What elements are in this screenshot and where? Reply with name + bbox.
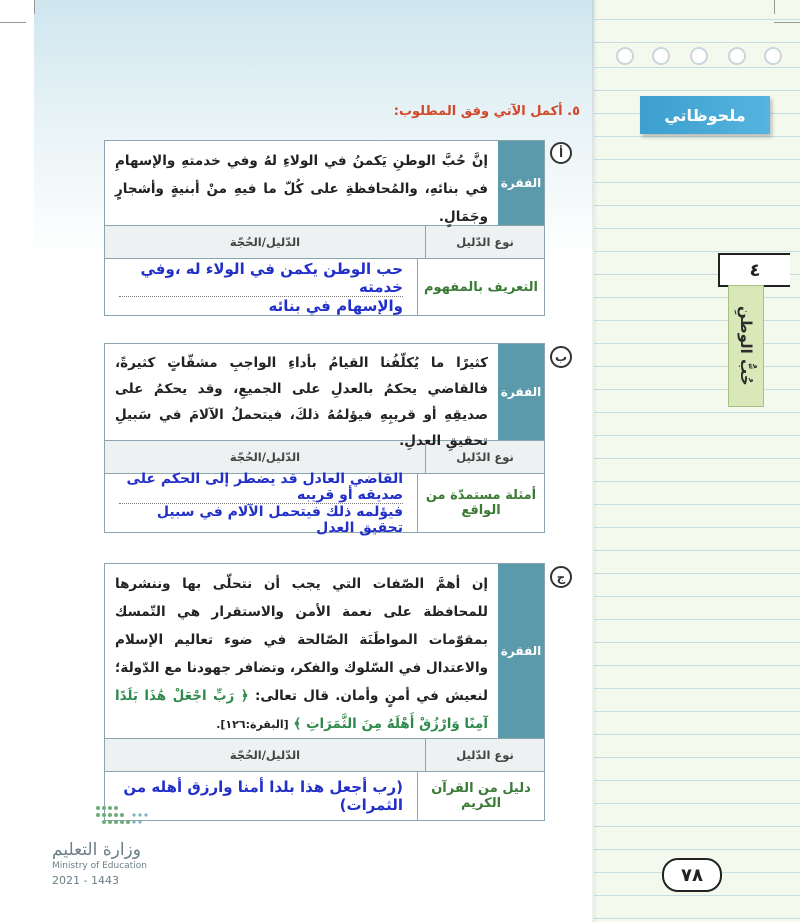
binder-hole [764,47,782,65]
card-c [104,563,545,821]
passage-text [105,564,498,738]
answer-line: (رب أجعل هذا بلدا أمنا وارزق أهله من الثمرات) [123,778,403,814]
type-header: نوع الدّليل [425,226,544,258]
passage-label: الفقرة [498,344,544,440]
crop-mark [774,22,800,23]
proof-header: الدّليل/الحُجّة [229,450,301,464]
unit-title-ribbon [728,285,764,407]
proof-header: الدّليل/الحُجّة [229,748,301,762]
quran-verse: ﴿ رَبِّ اجْعَلْ هَٰذَا بَلَدًا آمِنًا وَارْزُقْ أَهْلَهُ مِنَ الثَّمَرَاتِ ﴾ [115,688,488,732]
answer-line: حب الوطن يكمن في الولاء له ،وفي خدمته [119,260,403,297]
page-fold-shadow [592,0,598,922]
proof-header: الدّليل/الحُجّة [229,235,301,249]
answer-type: دليل من القرآن الكريم [417,772,544,820]
binder-hole [652,47,670,65]
answer-line: القاضي العادل قد يضطر إلى الحكم على صديقه أو قريبه [119,471,403,504]
verse-reference: [البقرة:١٢٦]. [216,718,289,731]
type-header: نوع الدّليل [425,739,544,771]
page-number: ٧٨ [662,858,722,892]
ministry-name-english: Ministry of Education [52,861,147,871]
card-a [104,140,545,316]
answer-type: أمثلة مستمدّة من الواقع [417,474,544,532]
card-letter-c: ج [550,566,572,588]
question-title: ٥. أكمل الآتي وفق المطلوب: [393,104,580,119]
ministry-logo-icon [92,802,152,828]
crop-mark [774,0,775,14]
type-header: نوع الدّليل [425,441,544,473]
notes-lined-page [594,0,800,922]
card-letter-a: أ [550,142,572,164]
answer-proof [105,470,417,536]
answer-line: فيؤلمه ذلك فيتحمل الآلام في سبيل تحقيق العدل [156,503,403,536]
answer-proof [105,259,417,315]
binder-hole [728,47,746,65]
edition-year: 2021 - 1443 [52,874,119,887]
passage-body: إن أهمَّ الصّفات التي يجب أن نتحلّى بها وننشرها للمحافظة على نعمة الأمن والاستقرار هي التّمسك بمقوّمات المواطَنَة الصّالحة في ضوء تعاليم الإسلام والاعتدال في السّلوك والفكر، وتضافر جهودنا مع الدّولة؛ لنعيش في أمنٍ وأمان. قال تعالى: [115,576,488,704]
card-b [104,343,545,536]
crop-mark [34,0,35,14]
passage-text: كثيرًا ما يُكلّفُنا القيامُ بأداءِ الواجبِ مشقّاتٍ كثيرةً، فالقاضي يحكمُ بالعدلِ على الجميعِ، وقد يحكمُ على صديقِهِ أو قريبِهِ فيؤلمُهُ ذلكَ، فيتحملُ الآلامَ في سَبيلِ تحقيقِ العدلِ. [115,355,488,449]
unit-number-box: ٤ [718,253,790,287]
answer-type: التعريف بالمفهوم [417,259,544,315]
answer-line: والإسهام في بنائه [268,296,403,315]
notes-tab: ملحوظاتي [640,96,770,134]
binder-hole [616,47,634,65]
passage-label: الفقرة [498,141,544,225]
crop-mark [0,22,26,23]
passage-label: الفقرة [498,564,544,738]
unit-title: حُبُّ الوطنِ [737,306,755,386]
ministry-name-arabic: وزارة التعليم [52,840,141,860]
binder-hole [690,47,708,65]
card-letter-b: ب [550,346,572,368]
passage-text: إنَّ حُبَّ الوطنِ يَكمنُ في الولاءِ لهُ وفي خدمتهِ والإسهامِ في بنائهِ، والمُحافظةِ على كُلّ ما فيهِ منْ أبنيةٍ وأشجارٍ وجَمَالٍ. [115,153,488,225]
